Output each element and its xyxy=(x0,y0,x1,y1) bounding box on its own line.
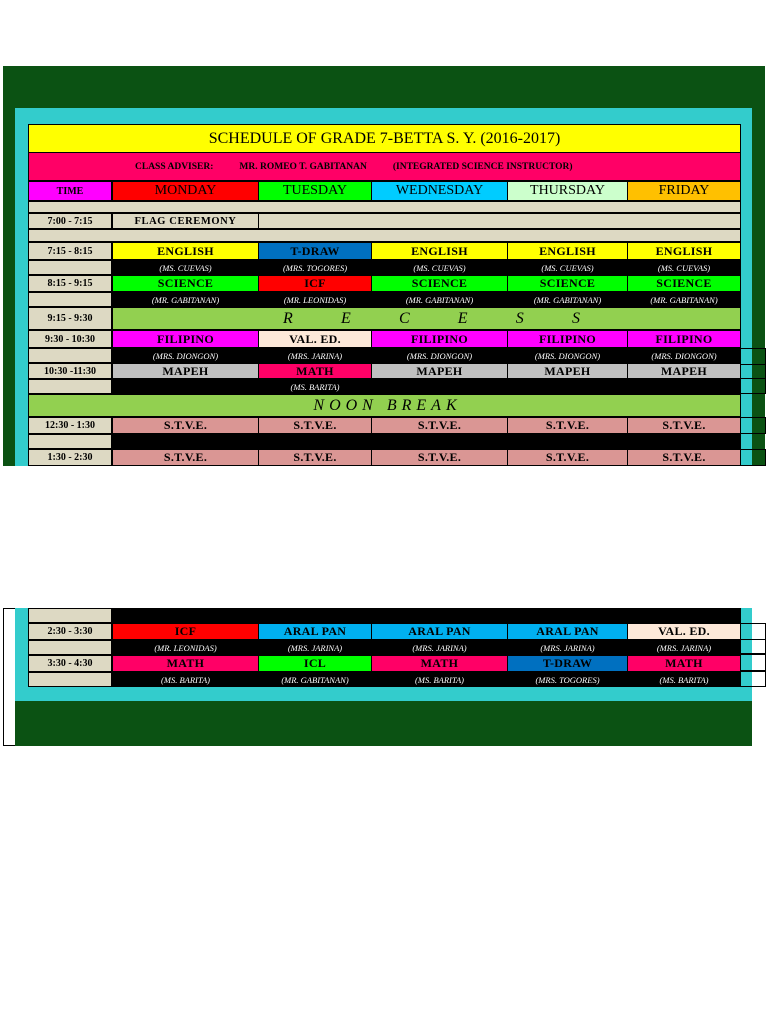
time-blank xyxy=(28,292,112,307)
p5-wednesday: S.T.V.E. xyxy=(371,417,508,434)
p3-friday-teacher: (MRS. DIONGON) xyxy=(627,348,741,363)
p3-wednesday-teacher: (MRS. DIONGON) xyxy=(371,348,508,363)
header-friday: FRIDAY xyxy=(627,181,741,201)
time-period-8: 3:30 - 4:30 xyxy=(28,655,112,672)
grid-stub xyxy=(740,417,766,434)
p3-friday: FILIPINO xyxy=(627,330,741,348)
grid-stub xyxy=(740,364,766,379)
recess-letter: E xyxy=(457,309,468,327)
header-monday: MONDAY xyxy=(112,181,259,201)
time-blank xyxy=(28,348,112,363)
p8-tuesday-teacher: (MR. GABITANAN) xyxy=(258,672,372,687)
p7-tuesday-teacher: (MRS. JARINA) xyxy=(258,640,372,655)
p1-wednesday: ENGLISH xyxy=(371,242,508,260)
p3-tuesday: VAL. ED. xyxy=(258,330,372,348)
recess-letter: C xyxy=(398,309,410,327)
p2-tuesday-teacher: (MR. LEONIDAS) xyxy=(258,292,372,307)
p2-monday: SCIENCE xyxy=(112,275,259,292)
time-recess: 9:15 - 9:30 xyxy=(28,307,112,330)
time-period-5: 12:30 - 1:30 xyxy=(28,417,112,434)
time-period-3: 9:30 - 10:30 xyxy=(28,330,112,348)
p8-tuesday: ICL xyxy=(258,655,372,672)
time-flag: 7:00 - 7:15 xyxy=(28,213,112,229)
grid-stub xyxy=(740,378,766,394)
p6-wednesday: S.T.V.E. xyxy=(371,449,508,466)
adviser-name: MR. ROMEO T. GABITANAN xyxy=(239,161,367,172)
time-blank xyxy=(28,379,112,394)
p5-thursday: S.T.V.E. xyxy=(507,417,628,434)
time-blank xyxy=(28,434,112,449)
header-tuesday: TUESDAY xyxy=(258,181,372,201)
p4-monday: MAPEH xyxy=(112,363,259,379)
p1-monday-teacher: (MS. CUEVAS) xyxy=(112,260,259,275)
p3-thursday-teacher: (MRS. DIONGON) xyxy=(507,348,628,363)
time-blank xyxy=(28,260,112,275)
p3-wednesday: FILIPINO xyxy=(371,330,508,348)
p5-monday: S.T.V.E. xyxy=(112,417,259,434)
p3-thursday: FILIPINO xyxy=(507,330,628,348)
p1-tuesday: T-DRAW xyxy=(258,242,372,260)
time-period-1: 7:15 - 8:15 xyxy=(28,242,112,260)
p1-thursday: ENGLISH xyxy=(507,242,628,260)
p6-thursday: S.T.V.E. xyxy=(507,449,628,466)
p8-wednesday-teacher: (MS. BARITA) xyxy=(371,672,508,687)
p8-thursday-teacher: (MRS. TOGORES) xyxy=(507,672,628,687)
p7-wednesday-teacher: (MRS. JARINA) xyxy=(371,640,508,655)
p4-friday: MAPEH xyxy=(627,363,741,379)
recess-letter: S xyxy=(515,309,524,327)
p4-thursday-teacher xyxy=(507,379,628,394)
recess-letter: E xyxy=(340,309,351,327)
p8-friday-teacher: (MS. BARITA) xyxy=(627,672,741,687)
time-blank xyxy=(28,640,112,655)
time-blank xyxy=(28,608,112,623)
p8-monday-teacher: (MS. BARITA) xyxy=(112,672,259,687)
time-period-6: 1:30 - 2:30 xyxy=(28,449,112,466)
spacer-row xyxy=(28,201,741,213)
p7-friday-teacher: (MRS. JARINA) xyxy=(627,640,741,655)
p1-tuesday-teacher: (MRS. TOGORES) xyxy=(258,260,372,275)
p7-friday: VAL. ED. xyxy=(627,623,741,640)
recess-banner xyxy=(112,307,741,330)
grid-stub xyxy=(740,449,766,466)
flag-ceremony: FLAG CEREMONY xyxy=(112,213,259,229)
spacer-row xyxy=(28,229,741,242)
time-period-4: 10:30 -11:30 xyxy=(28,363,112,379)
grid-stub xyxy=(740,623,766,640)
p4-tuesday: MATH xyxy=(258,363,372,379)
p2-friday: SCIENCE xyxy=(627,275,741,292)
p7-thursday: ARAL PAN xyxy=(507,623,628,640)
p6-tuesday: S.T.V.E. xyxy=(258,449,372,466)
p7-monday-teacher: (MR. LEONIDAS) xyxy=(112,640,259,655)
grid-stub xyxy=(740,348,766,365)
time-period-7: 2:30 - 3:30 xyxy=(28,623,112,640)
p2-thursday: SCIENCE xyxy=(507,275,628,292)
p1-friday: ENGLISH xyxy=(627,242,741,260)
schedule-title: SCHEDULE OF GRADE 7-BETTA S. Y. (2016-2017) xyxy=(28,124,741,153)
p7-monday: ICF xyxy=(112,623,259,640)
p3-tuesday-teacher: (MRS. JARINA) xyxy=(258,348,372,363)
p1-friday-teacher: (MS. CUEVAS) xyxy=(627,260,741,275)
p4-tuesday-teacher: (MS. BARITA) xyxy=(258,379,372,394)
time-period-2: 8:15 - 9:15 xyxy=(28,275,112,292)
p7-tuesday: ARAL PAN xyxy=(258,623,372,640)
recess-letter: S xyxy=(571,309,580,327)
p4-monday-teacher xyxy=(112,379,259,394)
p2-thursday-teacher: (MR. GABITANAN) xyxy=(507,292,628,307)
p3-monday-teacher: (MRS. DIONGON) xyxy=(112,348,259,363)
noon-break-banner: NOON BREAK xyxy=(28,394,741,417)
p1-wednesday-teacher: (MS. CUEVAS) xyxy=(371,260,508,275)
p4-wednesday-teacher xyxy=(371,379,508,394)
p8-wednesday: MATH xyxy=(371,655,508,672)
black-bar xyxy=(112,608,741,623)
p5-tuesday: S.T.V.E. xyxy=(258,417,372,434)
adviser-label: CLASS ADVISER: xyxy=(135,161,214,172)
p3-monday: FILIPINO xyxy=(112,330,259,348)
adviser-row xyxy=(28,152,741,181)
p2-wednesday-teacher: (MR. GABITANAN) xyxy=(371,292,508,307)
recess-letter: R xyxy=(283,309,293,327)
p8-monday: MATH xyxy=(112,655,259,672)
p1-monday: ENGLISH xyxy=(112,242,259,260)
p4-wednesday: MAPEH xyxy=(371,363,508,379)
p8-friday: MATH xyxy=(627,655,741,672)
p2-monday-teacher: (MR. GABITANAN) xyxy=(112,292,259,307)
p1-thursday-teacher: (MS. CUEVAS) xyxy=(507,260,628,275)
p5-friday: S.T.V.E. xyxy=(627,417,741,434)
time-blank xyxy=(28,672,112,687)
p2-wednesday: SCIENCE xyxy=(371,275,508,292)
header-wednesday: WEDNESDAY xyxy=(371,181,508,201)
flag-ceremony-filler xyxy=(258,213,741,229)
p6-monday: S.T.V.E. xyxy=(112,449,259,466)
p4-thursday: MAPEH xyxy=(507,363,628,379)
p4-friday-teacher xyxy=(627,379,741,394)
p7-wednesday: ARAL PAN xyxy=(371,623,508,640)
p2-tuesday: ICF xyxy=(258,275,372,292)
black-bar xyxy=(112,434,741,449)
p7-thursday-teacher: (MRS. JARINA) xyxy=(507,640,628,655)
header-thursday: THURSDAY xyxy=(507,181,628,201)
p6-friday: S.T.V.E. xyxy=(627,449,741,466)
grid-stub xyxy=(740,639,766,654)
header-time: TIME xyxy=(28,181,112,201)
adviser-role: (INTEGRATED SCIENCE INSTRUCTOR) xyxy=(392,161,573,172)
p8-thursday: T-DRAW xyxy=(507,655,628,672)
grid-stub xyxy=(740,654,766,671)
grid-stub xyxy=(740,671,766,687)
p2-friday-teacher: (MR. GABITANAN) xyxy=(627,292,741,307)
